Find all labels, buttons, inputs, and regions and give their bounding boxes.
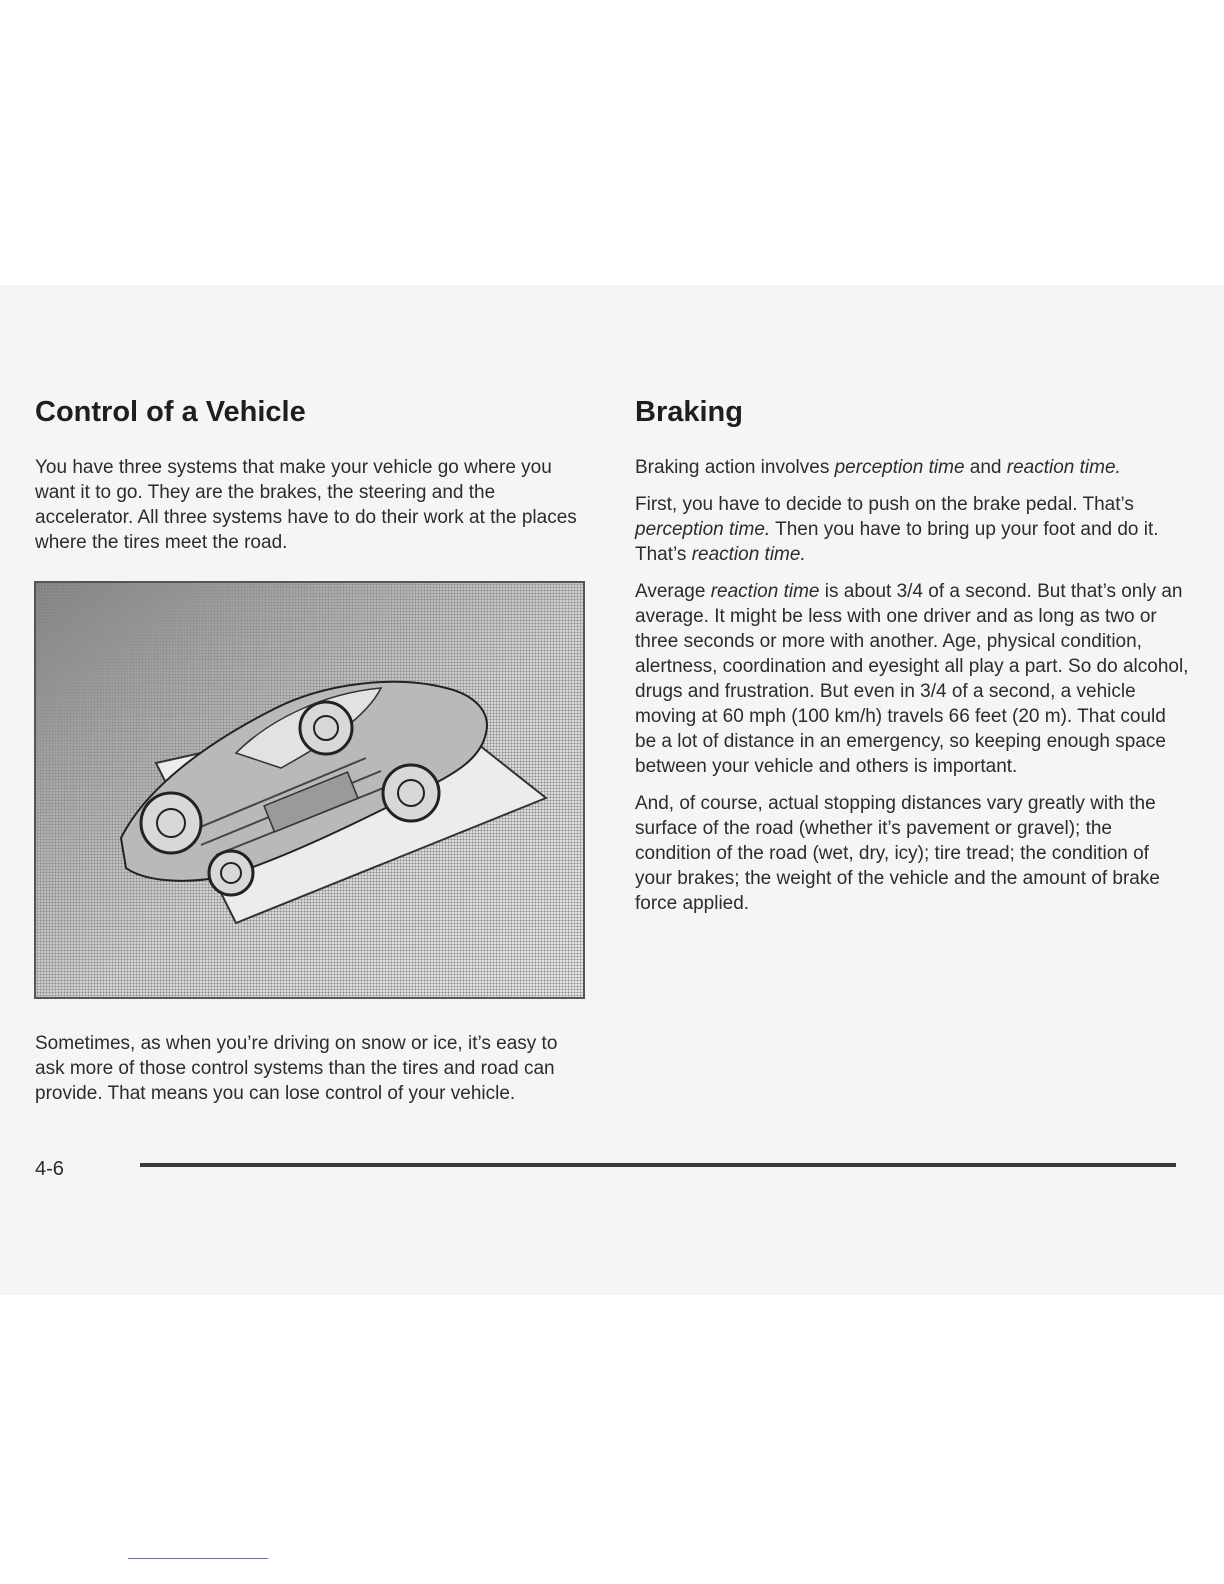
braking-p1-text-a: Braking action involves: [635, 457, 835, 478]
braking-p3-text-a: Average: [635, 581, 711, 602]
braking-p2-text-a: First, you have to decide to push on the brake pedal. That’s: [635, 494, 1134, 515]
braking-p2-emphasis-perception: perception time.: [635, 519, 771, 540]
braking-p1-text-c: and: [964, 457, 1007, 478]
section-title-control: Control of a Vehicle: [35, 396, 306, 428]
control-bottom-paragraph: Sometimes, as when you’re driving on snow or ice, it’s easy to ask more of those control systems than the tires and road can provide. That means you can lose control of your vehicle.: [35, 1033, 558, 1104]
braking-paragraph-2: [635, 492, 1190, 567]
braking-p3-emphasis-reaction: reaction time: [710, 581, 820, 602]
braking-p1-emphasis-reaction: reaction time.: [1006, 457, 1121, 478]
wheel-front-left: [141, 793, 201, 853]
manual-page: [0, 285, 1224, 1295]
braking-paragraph-4: And, of course, actual stopping distances vary greatly with the surface of the road (whether it’s pavement or gravel); the condition of the road (wet, dry, icy); tire tread; the condition of your brakes; the weight of the vehicle and the amount of brake force applied.: [635, 793, 1160, 914]
braking-paragraph-3: [635, 579, 1190, 779]
wheel-rear-left: [209, 851, 253, 895]
page-number: 4-6: [35, 1158, 64, 1180]
wheel-rear-right: [383, 765, 439, 821]
bottom-link-underline: [128, 1558, 268, 1559]
braking-p3-text-c: is about 3/4 of a second. But that’s only an average. It might be less with one driver and as long as two or three seconds or more with another. Age, physical condition, alertness, coordination and eyesight all play a part. So do alcohol, drugs and frustration. But even in 3/4 of a second, a vehicle moving at 60 mph (100 km/h) travels 66 feet (20 m). That could be a lot of distance in an emergency, so keeping enough space between your vehicle and others is important.: [635, 581, 1189, 777]
control-bottom-section: [35, 1031, 590, 1118]
vehicle-underside-illustration: [34, 581, 585, 999]
control-intro-paragraph: You have three systems that make your vehicle go where you want it to go. They are the brakes, the steering and the accelerator. All three systems have to do their work at the places where the tires meet the road.: [35, 457, 577, 553]
braking-p2-text-c: Then you have to bring up your foot and do it. That’s: [635, 519, 1159, 565]
control-of-vehicle-section: [35, 395, 590, 567]
wheel-front-right: [300, 702, 352, 754]
section-title-braking: Braking: [635, 396, 743, 428]
braking-section: [635, 395, 1190, 928]
braking-paragraph-1: [635, 455, 1190, 480]
footer-rule: [140, 1163, 1176, 1167]
braking-p2-emphasis-reaction: reaction time.: [691, 544, 806, 565]
car-tilted-drawing: [36, 583, 583, 997]
braking-p1-emphasis-perception: perception time: [834, 457, 965, 478]
